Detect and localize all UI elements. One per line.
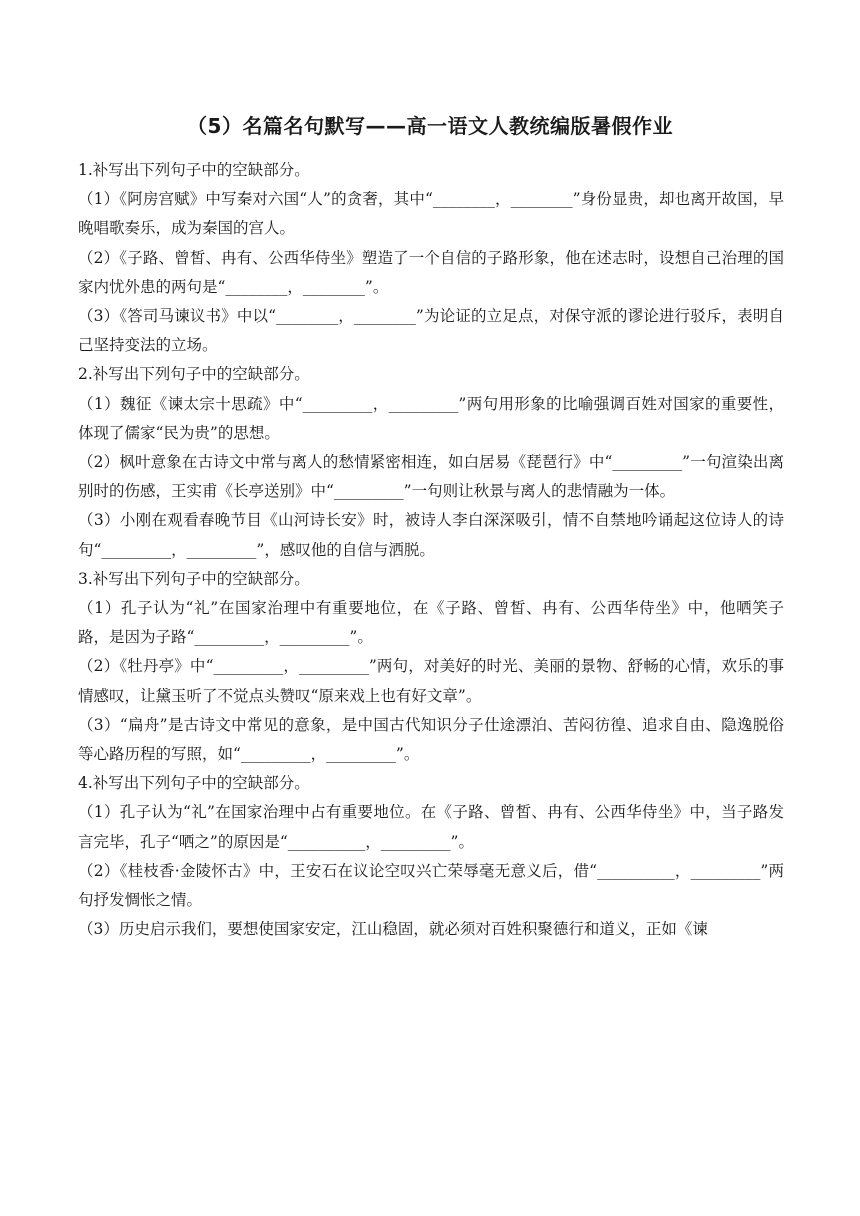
question-item: （2）枫叶意象在古诗文中常与离人的愁情紧密相连，如白居易《琵琶行》中“_________”一句渲染出离别时的伤感，王实甫《长亭送别》中“_________”一句则让秋景与离人的悲情融为一体。: [78, 453, 784, 501]
question-item: （2）《牡丹亭》中“_________，_________”两句，对美好的时光、美丽的景物、舒畅的心情，欢乐的事情感叹，让黛玉听了不觉点头赞叹“原来戏上也有好文章”。: [78, 657, 784, 705]
page-title: （5）名篇名句默写——高一语文人教统编版暑假作业: [187, 114, 673, 138]
question-item: （3）小刚在观看春晚节目《山河诗长安》时，被诗人李白深深吸引，情不自禁地吟诵起这位诗人的诗句“_________，_________”，感叹他的自信与洒脱。: [78, 511, 784, 559]
question-heading: 1.补写出下列句子中的空缺部分。: [78, 161, 310, 179]
question-heading: 2.补写出下列句子中的空缺部分。: [78, 365, 310, 384]
document-body: [78, 156, 784, 944]
question-item: （1）《阿房宫赋》中写秦对六国“人”的贪奢，其中“________，________”身份显贵，却也离开故国，早晚唱歌奏乐，成为秦国的宫人。: [78, 190, 784, 238]
question-item: （1）孔子认为“礼”在国家治理中有重要地位，在《子路、曾皙、冉有、公西华侍坐》中，他哂笑子路，是因为子路“_________，_________”。: [78, 599, 784, 647]
question-heading: 3.补写出下列句子中的空缺部分。: [78, 569, 310, 588]
question-item: （3）“扁舟”是古诗文中常见的意象，是中国古代知识分子仕途漂泊、苦闷彷徨、追求自由、隐逸脱俗等心路历程的写照，如“_________，_________”。: [78, 715, 784, 764]
question-item: （3）《答司马谏议书》中以“________，________”为论证的立足点，对保守派的谬论进行驳斥，表明自己坚持变法的立场。: [78, 307, 784, 355]
question-heading: 4.补写出下列句子中的空缺部分。: [78, 774, 310, 793]
question-item: （2）《子路、曾皙、冉有、公西华侍坐》塑造了一个自信的子路形象，他在述志时，设想自己治理的国家内忧外患的两句是“________，________”。: [78, 248, 784, 296]
question-item: （3）历史启示我们，要想使国家安定，江山稳固，就必须对百姓积聚德行和道义，正如《谏: [78, 920, 708, 939]
question-item: （1）魏征《谏太宗十思疏》中“_________，_________”两句用形象的比喻强调百姓对国家的重要性，体现了儒家“民为贵”的思想。: [78, 394, 784, 442]
question-item: （1）孔子认为“礼”在国家治理中占有重要地位。在《子路、曾皙、冉有、公西华侍坐》中，当子路发言完毕，孔子“哂之”的原因是“__________，_________”。: [78, 803, 784, 851]
question-item: （2）《桂枝香·金陵怀古》中，王安石在议论空叹兴亡荣辱毫无意义后，借“__________，_________”两句抒发惆怅之情。: [78, 861, 784, 910]
